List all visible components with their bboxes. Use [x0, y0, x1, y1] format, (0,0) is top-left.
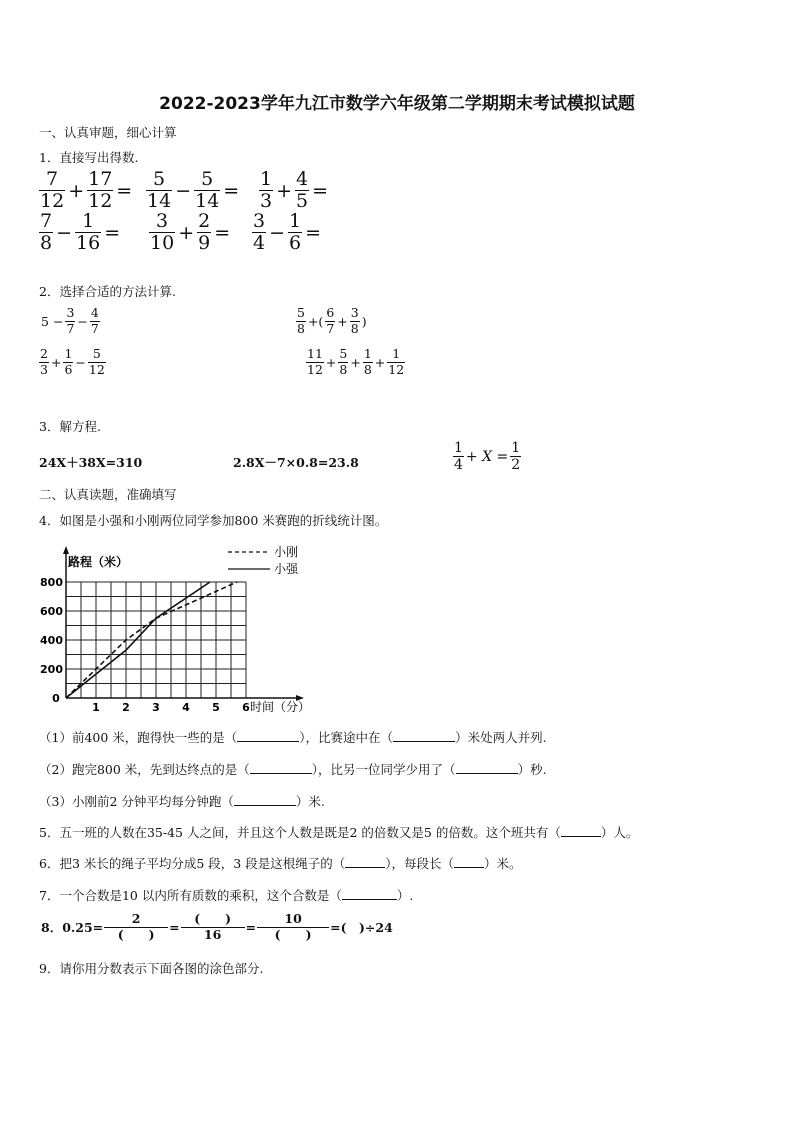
answer-blank[interactable] — [454, 856, 484, 868]
answer-blank[interactable] — [342, 888, 397, 900]
answer-blank[interactable] — [234, 794, 296, 806]
y-axis-arrow — [63, 546, 69, 554]
legend-label: 小刚 — [274, 545, 299, 559]
x-tick-label: 4 — [182, 701, 190, 714]
answer-blank[interactable] — [250, 762, 312, 774]
q1-expr-1: $\frac{7}{12}$ + $\frac{17}{12}$ = — [40, 168, 133, 212]
y-tick-label: 400 — [40, 634, 63, 647]
answer-blank[interactable] — [237, 730, 299, 742]
q4-label: 4．如图是小强和小刚两位同学参加800 米赛跑的折线统计图。 — [39, 513, 388, 528]
q2-label: 2．选择合适的方法计算. — [39, 284, 176, 299]
answer-blank[interactable] — [456, 762, 518, 774]
x-tick-label: 6 — [242, 701, 250, 714]
answer-blank[interactable] — [561, 825, 601, 837]
x-tick-label: 5 — [212, 701, 220, 714]
q3-equation-1: 24X＋38X=310 — [39, 455, 143, 470]
answer-blank[interactable] — [393, 730, 455, 742]
q6: 6．把3 米长的绳子平均分成5 段，3 段是这根绳子的（ ），每段长（ ）米。 — [39, 856, 522, 871]
q9: 9．请你用分数表示下面各图的涂色部分. — [39, 961, 264, 976]
q1-expr-4: $\frac{7}{8}$ − $\frac{1}{16}$ = — [40, 210, 121, 254]
y-tick-label: 600 — [40, 605, 63, 618]
race-line-chart — [30, 540, 310, 720]
x-tick-label: 2 — [122, 701, 130, 714]
q3-equation-3: $\frac{1}{4}$ + X = $\frac{1}{2}$ — [454, 440, 521, 473]
q4-sub-3: （3）小刚前2 分钟平均每分钟跑（ ）米. — [39, 794, 325, 809]
q3-equation-2: 2.8X－7×0.8=23.8 — [233, 455, 359, 470]
x-tick-label: 0 — [52, 692, 60, 705]
q2-expr-2: $\frac{5}{8}$ +( $\frac{6}{7}$ + $\frac{3}{8}$ ) — [297, 305, 367, 336]
q2-expr-1: 5 − $\frac{3}{7}$ − $\frac{4}{7}$ — [41, 305, 99, 336]
chart-grid — [66, 582, 246, 698]
q4-sub-2: （2）跑完800 米，先到达终点的是（ ），比另一位同学少用了（ ）秒. — [39, 762, 547, 777]
x-tick-label: 1 — [92, 701, 100, 714]
q1-label: 1．直接写出得数. — [39, 150, 139, 165]
q1-expr-3: $\frac{1}{3}$ + $\frac{4}{5}$ = — [260, 168, 329, 212]
q1-expr-6: $\frac{3}{4}$ − $\frac{1}{6}$ = — [253, 210, 322, 254]
page-title: 2022-2023学年九江市数学六年级第二学期期末考试模拟试题 — [159, 94, 635, 114]
q2-expr-4: $\frac{11}{12}$ + $\frac{5}{8}$ + $\frac{1}{8}$ + $\frac{1}{12}$ — [307, 346, 405, 377]
y-axis-label: 路程（米） — [68, 555, 129, 569]
answer-blank[interactable] — [345, 856, 385, 868]
q1-expr-2: $\frac{5}{14}$ − $\frac{5}{14}$ = — [147, 168, 240, 212]
y-tick-label: 200 — [40, 663, 63, 676]
q7: 7．一个合数是10 以内所有质数的乘积，这个合数是（ ）. — [39, 888, 414, 903]
q3-label: 3．解方程. — [39, 419, 101, 434]
q4-sub-1: （1）前400 米，跑得快一些的是（ ），比赛途中在（ ）米处两人并列. — [39, 730, 547, 745]
q8: 8．0.25= $\frac{2}{( )}$ = $\frac{( )}{16}$ = $\frac{10}{( )}$ =( )÷24 — [41, 911, 393, 942]
section-2-heading: 二、认真读题，准确填写 — [39, 487, 177, 502]
x-axis-label: 时间（分） — [250, 700, 310, 714]
section-1-heading: 一、认真审题，细心计算 — [39, 125, 177, 140]
q2-expr-3: $\frac{2}{3}$ + $\frac{1}{6}$ − $\frac{5}{12}$ — [40, 346, 105, 377]
x-tick-label: 3 — [152, 701, 160, 714]
y-tick-label: 800 — [40, 576, 63, 589]
q1-expr-5: $\frac{3}{10}$ + $\frac{2}{9}$ = — [150, 210, 231, 254]
q5: 5．五一班的人数在35-45 人之间，并且这个人数是既是2 的倍数又是5 的倍数。这个班共有（ ）人。 — [39, 825, 639, 840]
legend-label: 小强 — [274, 562, 299, 576]
